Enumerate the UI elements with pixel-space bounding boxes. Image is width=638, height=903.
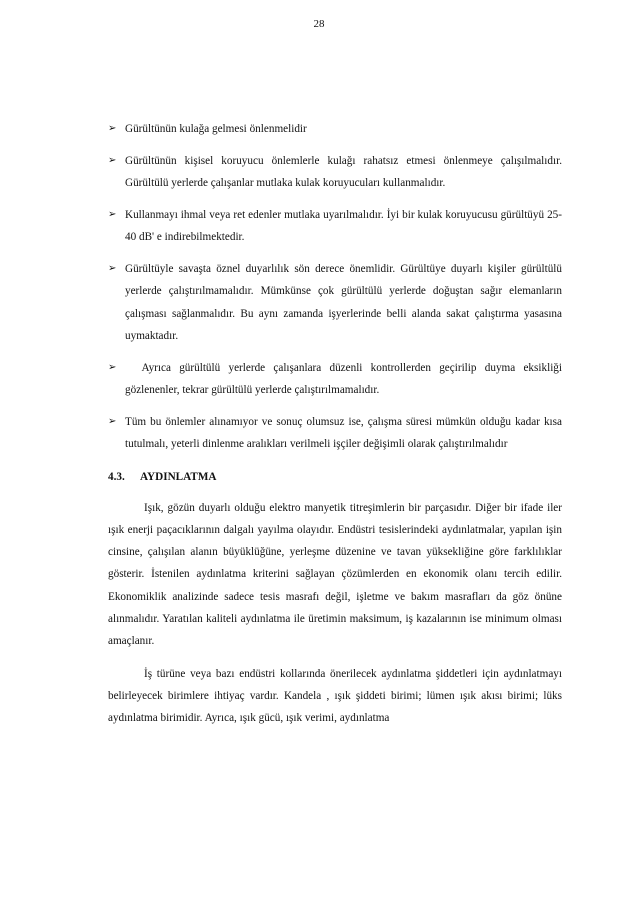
- section-title: AYDINLATMA: [140, 470, 217, 483]
- page-content: [108, 118, 565, 739]
- list-item: [108, 258, 562, 348]
- arrow-bullet-icon: ➢: [108, 262, 117, 274]
- bullet-list: [108, 118, 565, 456]
- page-number: 28: [313, 18, 325, 30]
- section-number: 4.3.: [108, 470, 125, 483]
- arrow-bullet-icon: ➢: [108, 123, 117, 134]
- list-item: [108, 204, 562, 249]
- list-item-text: Kullanmayı ihmal veya ret edenler mutlaka uyarılmalıdır. İyi bir kulak koruyucusu gürültüyü 25-40 dB' e indirebilmektedir.: [125, 208, 562, 243]
- section-heading: [108, 469, 562, 485]
- list-item: [108, 357, 565, 402]
- list-item-text: Gürültünün kulağa gelmesi önlenmelidir: [125, 123, 307, 135]
- list-item: [108, 411, 562, 456]
- list-item-text: Ayrıca gürültülü yerlerde çalışanlara düzenli kontrollerden geçirilip duyma eksikliği gözlenenler, tekrar gürültülü yerlerde çalıştırılmamalıdır.: [125, 361, 565, 396]
- list-item-text: Gürültüyle savaşta öznel duyarlılık sön derece önemlidir. Gürültüye duyarlı kişiler gürültülü yerlerde çalıştırılmamalıdır. Mümkünse çok gürültülü yerlerde doğuştan sağır elemanların çalışması sağlanmalıdır. Bu aynı zamanda işyerlerinde belli alanda sakat çalıştırma yasasına uymaktadır.: [125, 262, 562, 342]
- arrow-bullet-icon: ➢: [108, 208, 117, 220]
- body-paragraph: İş türüne veya bazı endüstri kollarında önerilecek aydınlatma şiddetleri için aydınlatmayı belirleyecek birimlere ihtiyaç vardır. Kandela , ışık şiddeti birimi; lümen ışık akısı birimi; lüks aydınlatma birimidir. Ayrıca, ışık gücü, ışık verimi, aydınlatma: [108, 667, 562, 725]
- list-item-text: Tüm bu önlemler alınamıyor ve sonuç olumsuz ise, çalışma süresi mümkün olduğu kadar kısa tutulmalı, yeterli dinlenme aralıkları verilmeli işçiler değişimli olarak çalıştırılmalıdır: [125, 415, 562, 450]
- list-item: [108, 150, 562, 195]
- arrow-bullet-icon: ➢: [108, 361, 117, 373]
- arrow-bullet-icon: ➢: [108, 154, 117, 166]
- arrow-bullet-icon: ➢: [108, 415, 117, 427]
- list-item-text: Gürültünün kişisel koruyucu önlemlerle kulağı rahatsız etmesi önlenmeye çalışılmalıdır. Gürültülü yerlerde çalışanlar mutlaka kulak koruyucuları kullanmalıdır.: [125, 154, 562, 189]
- body-paragraph: Işık, gözün duyarlı olduğu elektro manyetik titreşimlerin bir parçasıdır. Diğer bir ifade iler ışık enerji paçacıklarının dalgalı yayılma olayıdır. Endüstri tesislerindeki aydınlatmalar, yapılan işin cinsine, çalışılan alanın büyüklüğüne, yerleşme düzenine ve tavan yüksekliğine göre farklılıklar gösterir. İstenilen aydınlatma kriterini sağlayan çözümlerden en ekonomik olanı tercih edilir. Ekonomiklik analizinde sadece tesis masrafı değil, işletme ve bakım masrafları da göz önüne alınmalıdır. Yaratılan kaliteli aydınlatma ile üretimin maksimum, iş kazalarının ise minimum olması amaçlanır.: [108, 501, 562, 648]
- list-item: [108, 118, 562, 141]
